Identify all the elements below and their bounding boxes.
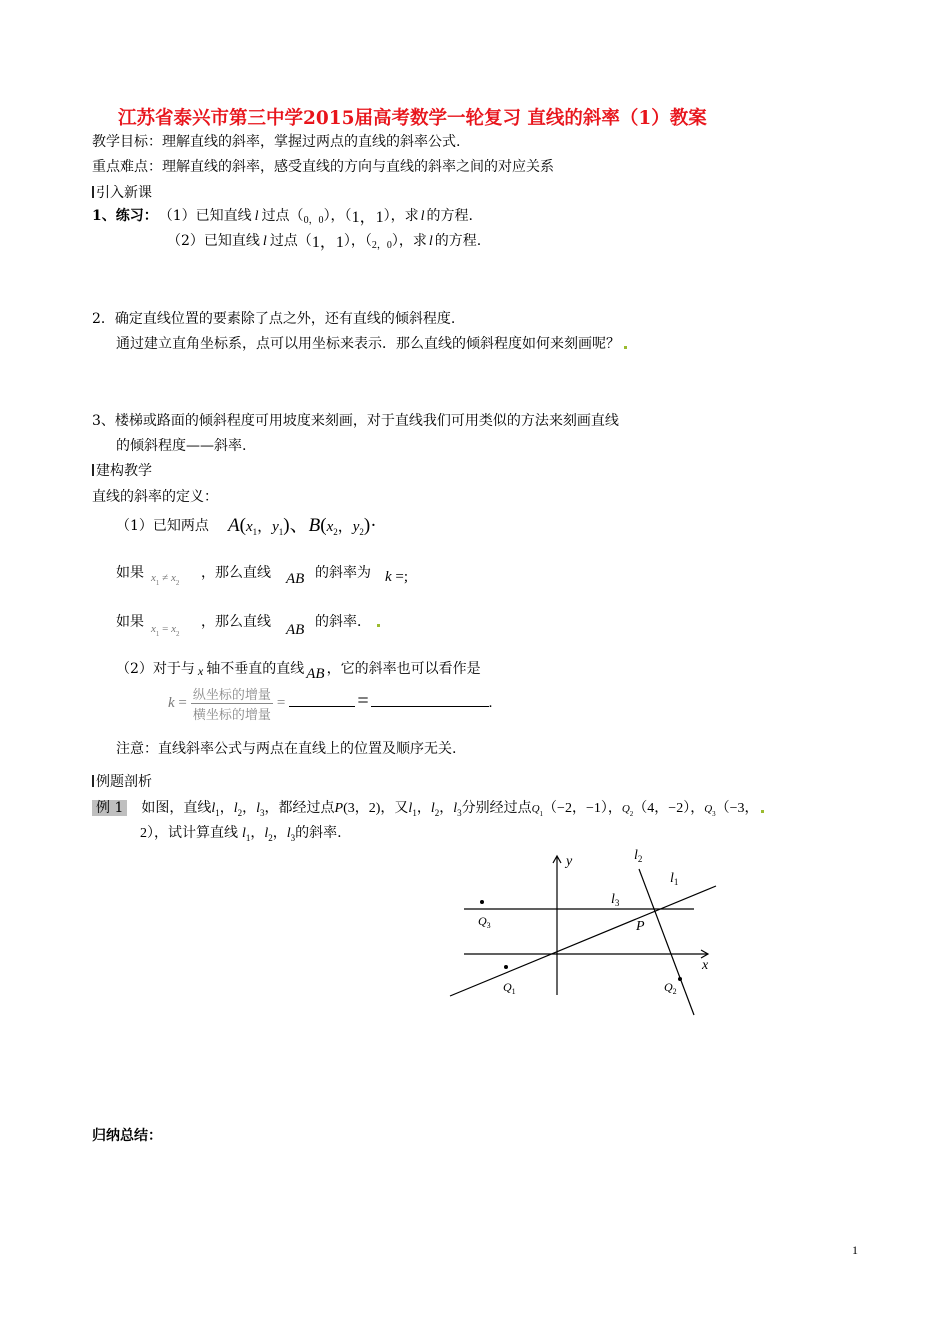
if-a-label: 如果 xyxy=(116,565,144,581)
item2-c: ，它的斜率也可以看作是 xyxy=(326,661,481,677)
para3-line1: 3、楼梯或路面的倾斜程度可用坡度来刻画，对于直线我们可用类似的方法来刻画直线 xyxy=(92,413,619,429)
example-label: 例 1 xyxy=(92,800,127,816)
definition-if-b xyxy=(116,611,144,631)
slope-fraction-formula: k = $\frac{\text{纵坐标的增量}}{\text{横坐标的增量}}$ = = . xyxy=(168,684,492,723)
k-symbol: k xyxy=(168,694,175,711)
blank-2 xyxy=(371,706,489,707)
var-l: l xyxy=(420,209,425,224)
ab-symbol: AB xyxy=(306,666,325,682)
lines-figure xyxy=(440,845,740,1025)
para2-line2 xyxy=(116,333,627,353)
then-b-text: ，那么直线 xyxy=(201,614,271,630)
exercise-q2-end: 的方程. xyxy=(434,233,482,249)
marker-dot xyxy=(624,346,627,349)
example1-line2-end: 的斜率. xyxy=(295,825,342,841)
exercise-q1-end: 的方程. xyxy=(426,208,473,224)
then-a-text: ，那么直线 xyxy=(201,565,271,581)
page-number: 1 xyxy=(852,1243,858,1257)
definition-item1 xyxy=(116,515,209,535)
exercise-q2-prefix: （2）已知直线 xyxy=(167,233,260,249)
example1-text2: 都经过点 xyxy=(278,800,335,816)
k-equals: k =; xyxy=(385,569,409,585)
label-q3: $Q_3$ xyxy=(478,914,491,930)
section-construct-title: 建构教学 xyxy=(96,463,152,479)
exercise-q1-mid: 过点（ xyxy=(261,208,304,224)
example1-line1: 例 1 如图，直线$l_1$，$l_2$，$l_3$，都经过点P(3，2)，又$l_1$，$l_2$，$l_3$分别经过点$Q_1(-2$，−1），$Q_2(4$，−2），$Q_3(-3$， xyxy=(92,797,764,818)
q1-coords: （−2，−1）， xyxy=(543,801,622,816)
point-formula: $A(x_1$，$y_1$)、$B(x_2$，$y_2)\cdot$ xyxy=(228,515,377,537)
label-l2: $l_2$ xyxy=(634,848,643,864)
if-b-label: 如果 xyxy=(116,614,144,630)
point-2-0: 2，0 xyxy=(371,240,392,251)
cond-neq: $x_1 \ne x_2$ xyxy=(151,572,180,587)
definition-item1-text: （1）已知两点 xyxy=(116,518,209,534)
ab-symbol: AB xyxy=(286,571,305,587)
point-1-1: 1，1 xyxy=(311,234,344,251)
exercise-label: 练习： xyxy=(115,208,158,224)
label-q1: $Q_1$ xyxy=(503,980,516,996)
key-points-label: 重点难点： xyxy=(92,159,162,175)
definition-if-a xyxy=(116,562,144,582)
section-marker xyxy=(92,775,94,787)
section-construct xyxy=(92,460,152,480)
section-examples xyxy=(92,771,152,791)
key-points xyxy=(92,156,554,176)
marker-dot xyxy=(377,624,380,627)
example1-text1: 如图，直线 xyxy=(141,800,212,816)
point-1-1: 1，1 xyxy=(351,209,384,226)
line-l1 xyxy=(450,886,716,996)
objective-text: 理解直线的斜率，掌握过两点的直线的斜率公式. xyxy=(162,134,461,150)
example1-line2-text: 2），试计算直线 xyxy=(140,826,238,841)
sep: ），（ xyxy=(323,208,352,224)
point-p-coords: (3，2) xyxy=(343,801,381,816)
exercise-num: 1、 xyxy=(92,208,116,224)
exercise-q2 xyxy=(167,229,481,252)
para2-line2-text: 通过建立直角坐标系，点可以用坐标来表示．那么直线的倾斜程度如何来刻画呢？ xyxy=(116,336,620,352)
point-q3 xyxy=(480,900,484,904)
var-l: l xyxy=(254,209,259,224)
exercise-q1-rest: ），求 xyxy=(383,208,419,224)
para3-line2: 的倾斜程度——斜率. xyxy=(116,438,247,454)
cond-eq: $x_1 = x_2$ xyxy=(151,623,180,638)
definition-then-b xyxy=(201,611,271,631)
objective xyxy=(92,131,460,151)
example1-line2: 2），试计算直线 $l_1$，$l_2$，$l_3$的斜率. xyxy=(140,825,342,843)
marker-dot xyxy=(761,810,764,813)
k-symbol: k xyxy=(385,569,392,585)
label-p: P xyxy=(636,919,645,934)
blank-1 xyxy=(289,706,355,707)
var-l: l xyxy=(428,234,433,249)
exercise-q2-mid: 过点（ xyxy=(269,233,312,249)
definition-then-a xyxy=(201,562,271,582)
example1-text3: ，又 xyxy=(380,800,409,816)
label-y: y xyxy=(566,854,573,869)
label-q2: $Q_2$ xyxy=(664,980,677,996)
definition-slope-b xyxy=(315,611,380,631)
fraction-numerator: 纵坐标的增量 xyxy=(191,684,273,704)
fraction-denominator: 横坐标的增量 xyxy=(192,707,271,722)
slope-fraction xyxy=(191,684,273,723)
item2-b: 轴不垂直的直线 xyxy=(206,661,305,677)
ab-symbol: AB xyxy=(286,622,305,638)
q2-coords: （4，−2）， xyxy=(633,801,705,816)
sep: ），（ xyxy=(343,233,372,249)
objective-label: 教学目标： xyxy=(92,134,162,150)
x-symbol: x xyxy=(197,664,204,678)
exercise-q2-rest: ），求 xyxy=(391,233,427,249)
summary-label: 归纳总结： xyxy=(92,1128,162,1144)
definition-slope-a xyxy=(315,562,371,582)
point-q1 xyxy=(504,965,508,969)
section-marker xyxy=(92,186,94,198)
key-points-text: 理解直线的斜率，感受直线的方向与直线的斜率之间的对应关系 xyxy=(162,159,554,175)
exercise-q1 xyxy=(92,204,473,227)
definition-heading: 直线的斜率的定义： xyxy=(92,489,218,505)
section-marker xyxy=(92,464,94,476)
example1-text4: 分别经过点 xyxy=(461,800,532,816)
point-q2 xyxy=(678,977,682,981)
definition-item2 xyxy=(116,658,481,683)
section-intro-title: 引入新课 xyxy=(96,185,152,201)
section-intro xyxy=(92,182,152,202)
document-title: 江苏省泰兴市第三中学2015届高考数学一轮复习 直线的斜率（1）教案 xyxy=(118,108,707,129)
slope-a-text: 的斜率为 xyxy=(315,565,371,581)
definition-note: 注意：直线斜率公式与两点在直线上的位置及顺序无关. xyxy=(116,741,457,757)
q3-coords: （−3， xyxy=(715,801,759,816)
label-l1: $l_1$ xyxy=(670,871,679,887)
label-l3: $l_3$ xyxy=(611,892,620,908)
para2-line1: 2．确定直线位置的要素除了点之外，还有直线的倾斜程度. xyxy=(92,311,456,327)
item2-a: （2）对于与 xyxy=(116,661,195,677)
var-l: l xyxy=(262,234,267,249)
exercise-q1-prefix: （1）已知直线 xyxy=(165,208,252,224)
point-0-0: 0，0 xyxy=(303,215,324,226)
label-x: x xyxy=(702,958,709,973)
slope-b-text: 的斜率． xyxy=(315,614,371,630)
section-examples-title: 例题剖析 xyxy=(96,774,152,790)
